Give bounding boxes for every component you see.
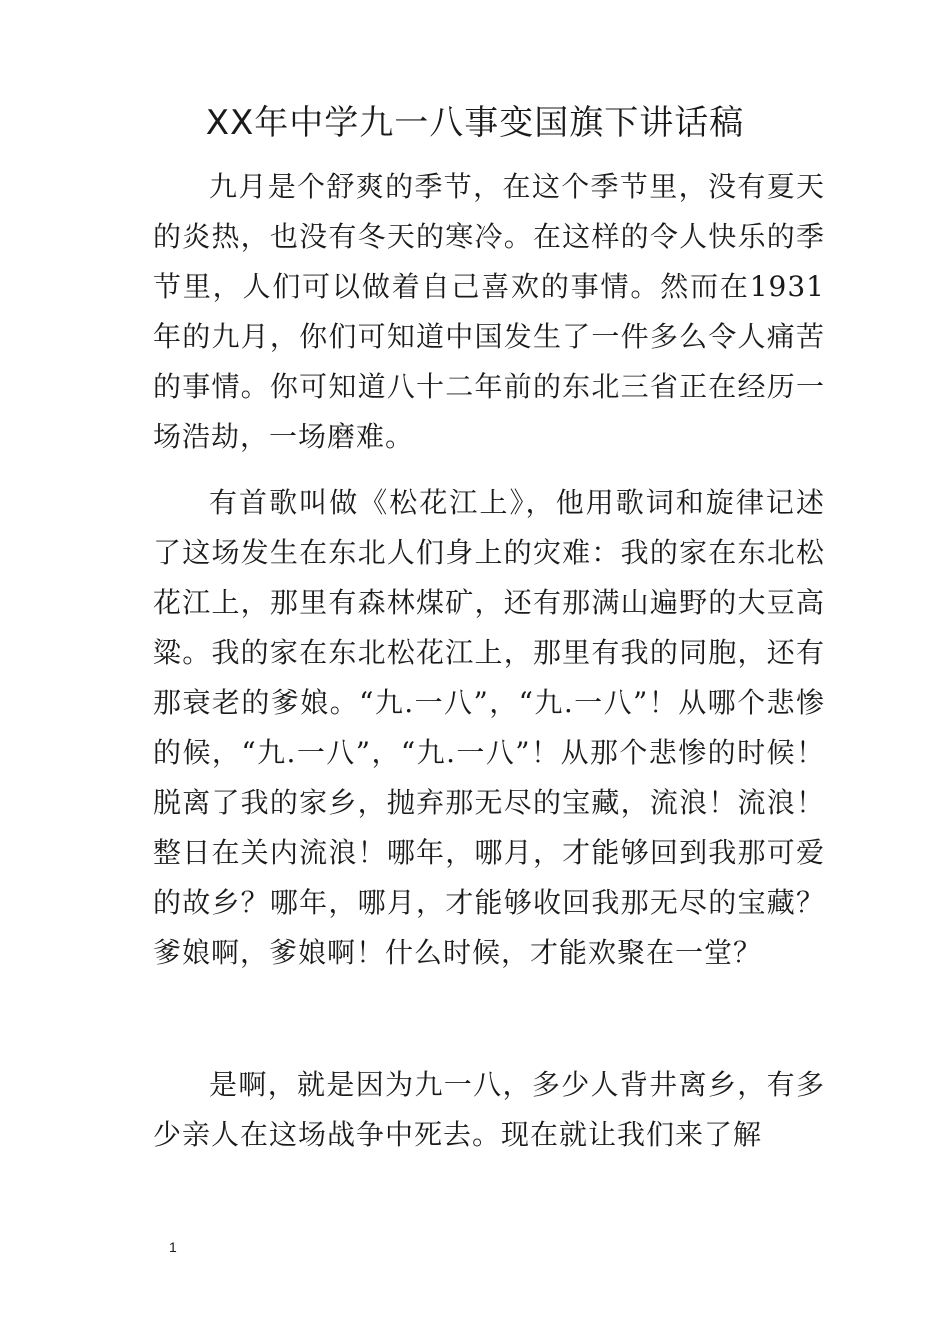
document-body (153, 162, 825, 1160)
document-title: XX年中学九一八事变国旗下讲话稿 (205, 103, 745, 143)
page-number: 1 (169, 1239, 177, 1255)
paragraph-song: 有首歌叫做《松花江上》，他用歌词和旋律记述了这场发生在东北人们身上的灾难：我的家在东北松花江上，那里有森林煤矿，还有那满山遍野的大豆高粱。我的家在东北松花江上，那里有我的同胞，还有那衰老的爹娘。“九.一八”，“九.一八”！从哪个悲惨的候，“九.一八”，“九.一八”！从那个悲惨的时候！脱离了我的家乡，抛弃那无尽的宝藏，流浪！流浪！整日在关内流浪！哪年，哪月，才能够回到我那可爱的故乡？哪年，哪月，才能够收回我那无尽的宝藏？爹娘啊，爹娘啊！什么时候，才能欢聚在一堂？ (153, 486, 825, 969)
paragraph-reflection: 是啊，就是因为九一八，多少人背井离乡，有多少亲人在这场战争中死去。现在就让我们来了解 (153, 1068, 825, 1151)
paragraph-intro: 九月是个舒爽的季节，在这个季节里，没有夏天的炎热，也没有冬天的寒冷。在这样的令人快乐的季节里，人们可以做着自己喜欢的事情。然而在1931年的九月，你们可知道中国发生了一件多么令人痛苦的事情。你可知道八十二年前的东北三省正在经历一场浩劫，一场磨难。 (153, 170, 825, 453)
